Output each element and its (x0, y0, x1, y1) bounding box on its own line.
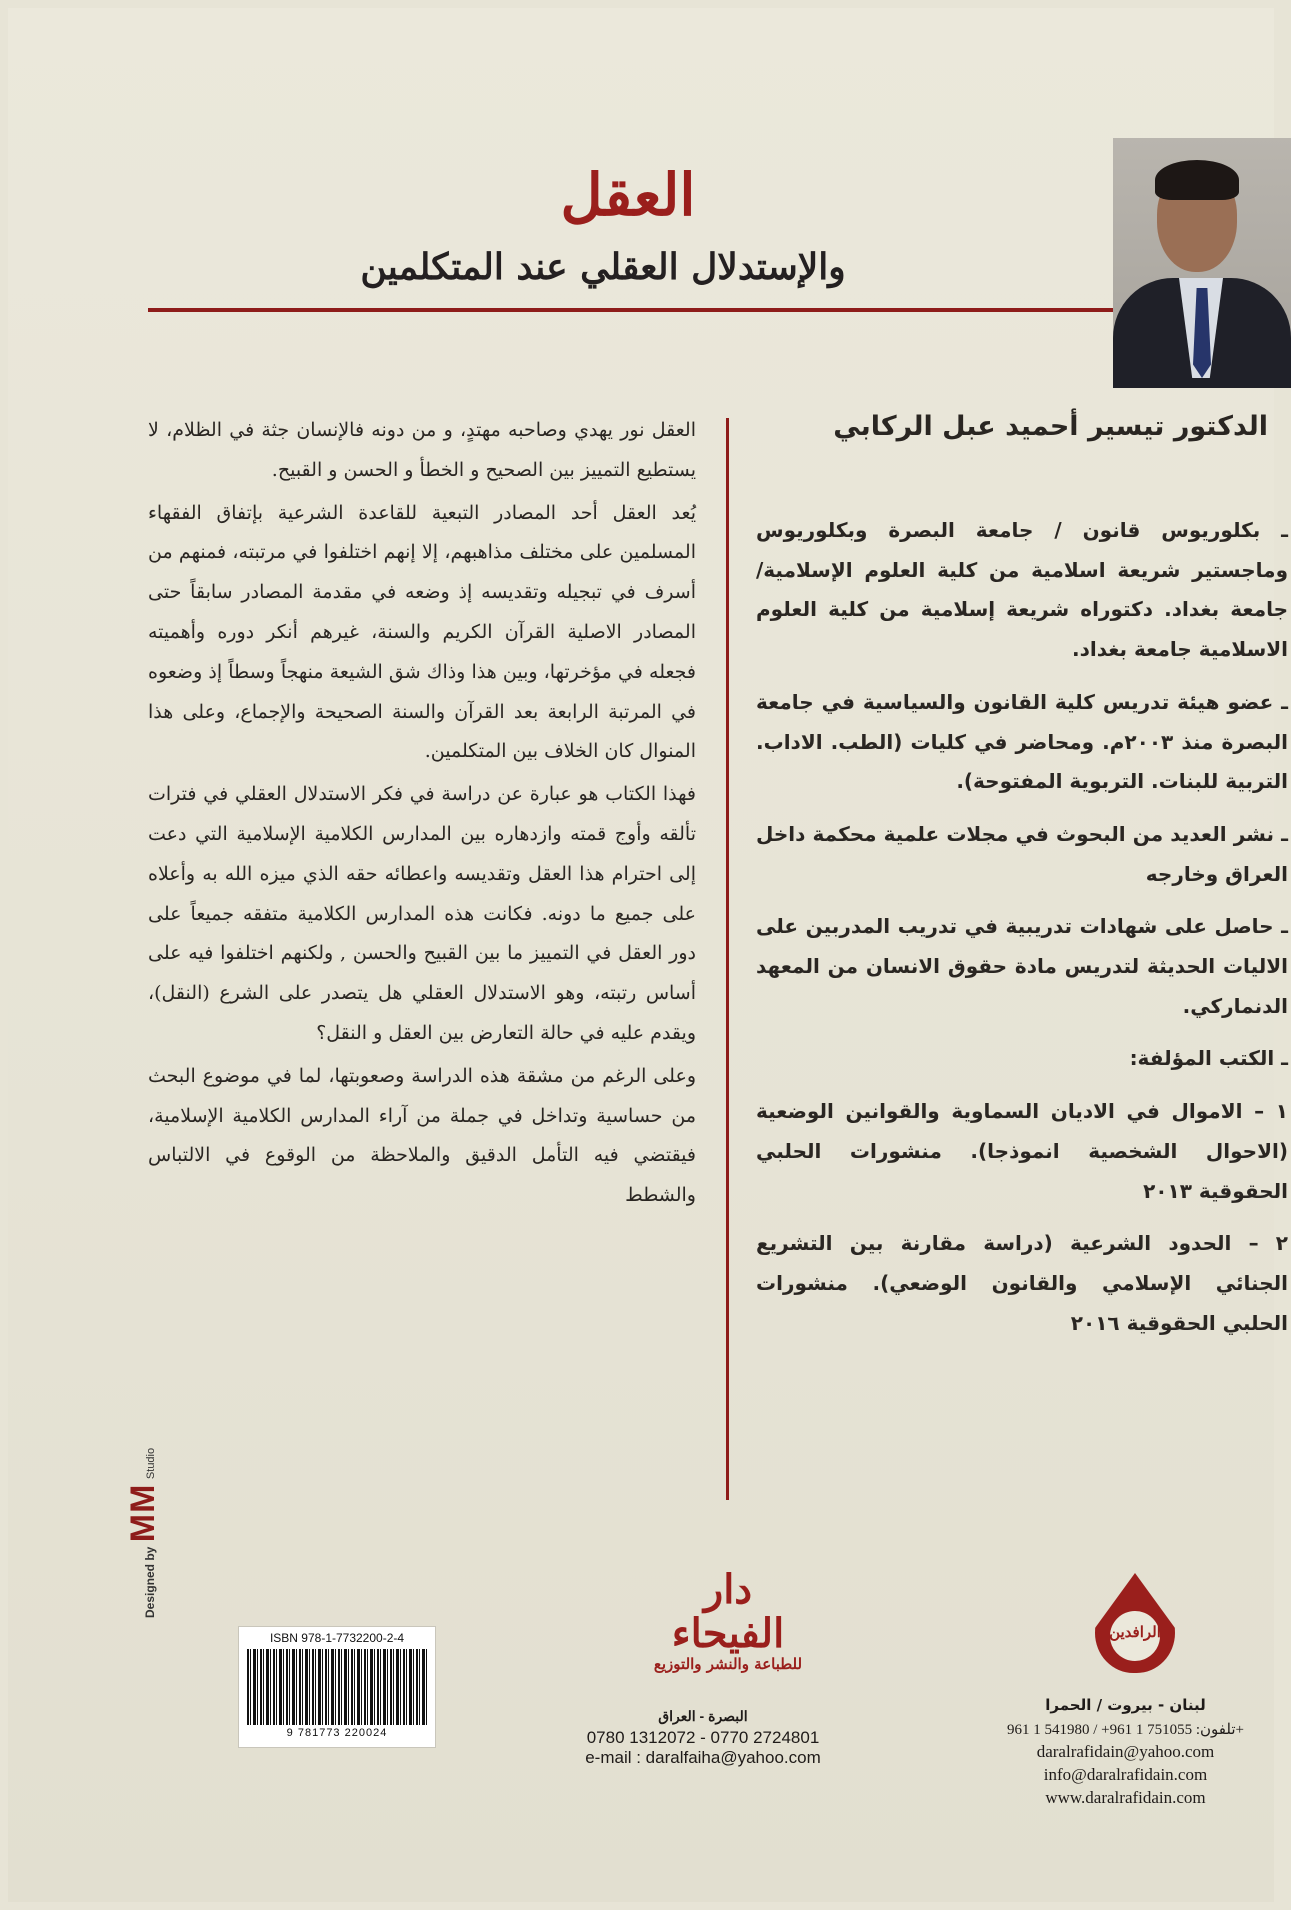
book-subtitle: والإستدلال العقلي عند المتكلمين (360, 246, 846, 288)
studio-label: Studio (145, 1447, 157, 1480)
author-photo (1113, 138, 1291, 378)
rafidain-phone: تلفون: 751055 1 961+ / 541980 1 961+ (1006, 1722, 1245, 1738)
book-back-cover (8, 8, 1289, 1902)
faiha-city: البصرة - العراق (658, 1708, 748, 1724)
rafidain-website: www.daralrafidain.com (1045, 1788, 1206, 1807)
author-bio (756, 511, 1288, 1356)
bio-item: ـ الكتب المؤلفة: (1129, 1046, 1288, 1071)
designer-credit (114, 1447, 214, 1623)
isbn-number: ISBN 978-1-7732200-2-4 (269, 1631, 405, 1645)
barcode-bars (247, 1649, 427, 1725)
designer-credit-text (124, 1448, 163, 1618)
column-divider (726, 418, 729, 1500)
bio-item: ـ نشر العديد من البحوث في مجلات علمية محكمة داخل العراق وخارجه (756, 821, 1288, 886)
isbn-barcode (238, 1626, 436, 1748)
author-photo-hair (1155, 160, 1239, 200)
bio-item: ـ حاصل على شهادات تدريبية في تدريب المدربين على الاليات الحديثة لتدريس مادة حقوق الانسان من المعهد الدنماركي. (756, 914, 1288, 1018)
rafidain-publisher-logo (1090, 1573, 1180, 1683)
faiha-email: e-mail : daralfaiha@yahoo.com (585, 1748, 821, 1767)
designed-by-label: Designed by (143, 1546, 157, 1618)
rafidain-email-info: info@daralrafidain.com (1043, 1765, 1208, 1784)
faiha-phone: 0780 1312072 - 0770 2724801 (586, 1728, 820, 1747)
rafidain-email: daralrafidain@yahoo.com (1036, 1742, 1215, 1761)
bio-item: ١ – الاموال في الاديان السماوية والقوانين الوضعية (الاحوال الشخصية انموذجا). منشورات الحلبي الحقوقية ٢٠١٣ (756, 1099, 1288, 1203)
rafidain-contact (973, 1696, 1278, 1808)
author-name: الدكتور تيسير أحميد عبل الركابي (833, 411, 1268, 442)
book-blurb (148, 411, 696, 1219)
bio-item: ٢ – الحدود الشرعية (دراسة مقارنة بين التشريع الجنائي الإسلامي والقانون الوضعي). منشورات الحلبي الحقوقية ٢٠١٦ (756, 1231, 1288, 1335)
studio-logo: MM (124, 1483, 162, 1543)
rafidain-address: لبنان - بيروت / الحمرا (1045, 1696, 1206, 1714)
blurb-paragraph: يُعد العقل أحد المصادر التبعية للقاعدة الشرعية بإتفاق الفقهاء المسلمين على مختلف مذاهبهم، إلا إنهم اختلفوا في مرتبته، فمنهم من أسرف في تبجيله وتقديسه إذ وضعه في مقدمة المصادر سابقاً حتى المصادر الاصلية القرآن الكريم والسنة، غيرهم أنكر دوره وأهميته فجعله في مؤخرتها، وبين هذا وذاك شق الشيعة منهجاً وسطاً إذ وضعوه في المرتبة الرابعة بعد القرآن والسنة الصحيحة والإجماع، وعلى هذا المنوال كان الخلاف بين المتكلمين. (148, 501, 696, 763)
bio-item: ـ عضو هيئة تدريس كلية القانون والسياسية في جامعة البصرة منذ ٢٠٠٣م. ومحاضر في كليات (الطب. الاداب. التربية للبنات. التربوية المفتوحة). (756, 689, 1289, 794)
book-title: العقل (560, 161, 696, 229)
rafidain-logo-text: الرافدين (1109, 1623, 1161, 1641)
title-divider (148, 308, 1113, 312)
faiha-logo-sub: للطباعة والنشر والتوزيع (653, 1655, 803, 1673)
blurb-paragraph: فهذا الكتاب هو عبارة عن دراسة في فكر الاستدلال العقلي في فترات تألقه وأوج قمته وازدهاره بين المدارس الكلامية الإسلامية التي دعت إلى احترام هذا العقل وتقديسه واعطائه حقه الذي ميزه الله به وأعلاه على جميع ما دونه. فكانت هذه المدارس الكلامية متفقه جميعاً على دور العقل في التمييز ما بين القبيح والحسن , ولكنهم اختلفوا فيه على أساس رتبته، وهو الاستدلال العقلي هل يتصدر على الشرع (النقل)، ويقدم عليه في حالة التعارض بين العقل و النقل؟ (148, 783, 696, 1044)
bio-item: ـ بكلوريوس قانون / جامعة البصرة وبكلوريوس وماجستير شريعة اسلامية من كلية العلوم الإسلامية/ جامعة بغداد. دكتوراه شريعة إسلامية من كلية العلوم الاسلامية جامعة بغداد. (756, 518, 1288, 662)
blurb-paragraph: العقل نور يهدي وصاحبه مهتدٍ، و من دونه فالإنسان جثة في الظلام، لا يستطيع التمييز بين الصحيح و الخطأ و الحسن و القبيح. (148, 419, 696, 481)
faiha-publisher-logo (648, 1566, 808, 1673)
blurb-paragraph: وعلى الرغم من مشقة هذه الدراسة وصعوبتها، لما في موضوع البحث من حساسية وتداخل في جملة من آراء المدارس الكلامية الإسلامية، فيقتضي فيه التأمل الدقيق والملاحظة من الوقوع في الالتباس والشطط (148, 1064, 696, 1207)
faiha-contact (553, 1708, 853, 1768)
faiha-logo-main: دار الفيحاء (671, 1566, 785, 1657)
barcode-digits: 9 781773 220024 (286, 1727, 388, 1739)
